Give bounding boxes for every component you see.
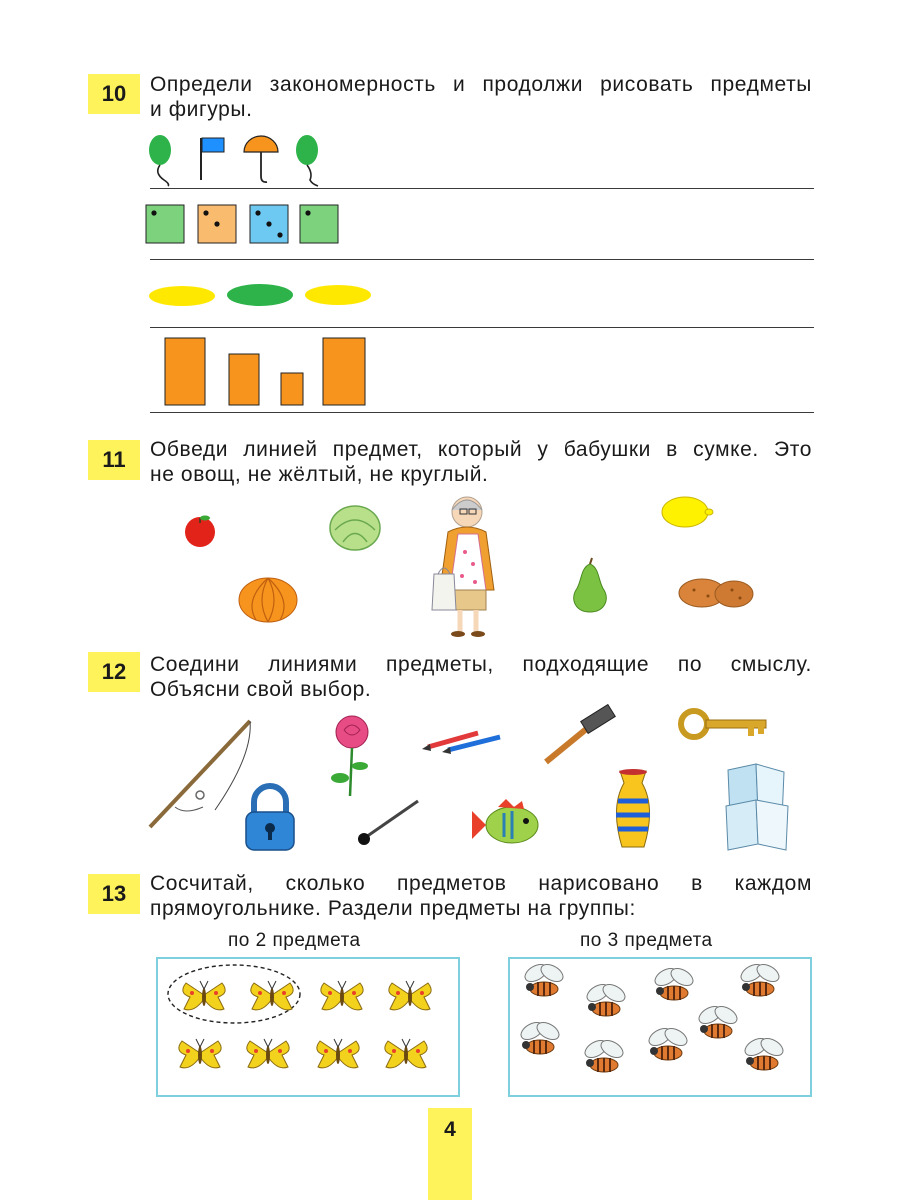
nail-icon	[352, 795, 424, 851]
green-oval	[227, 284, 293, 306]
medium-bar	[229, 354, 259, 405]
dice-one-icon	[300, 205, 338, 243]
bee-icon	[522, 961, 566, 996]
yellow-oval	[305, 285, 371, 305]
task-11-line2: не овощ, не жёлтый, не круглый.	[150, 463, 489, 486]
task-12-line2: Объясни свой выбор.	[150, 678, 372, 701]
task-11-text	[150, 437, 812, 487]
butterfly-icon	[251, 981, 293, 1010]
pear-icon	[566, 558, 614, 614]
task-11-line1: Обведи линией предмет, который у бабушки в сумке. Это	[150, 438, 812, 461]
short-bar	[281, 373, 303, 405]
pattern-row-ovals	[140, 280, 380, 310]
bee-icon	[582, 1037, 626, 1072]
right-group-caption: по 3 предмета	[580, 930, 713, 951]
task-number-13: 13	[88, 874, 140, 914]
vase-icon	[608, 767, 658, 852]
task-10-line2: и фигуры.	[150, 98, 253, 121]
task-12-line1: Соедини линиями предметы, подходящие по смыслу.	[150, 653, 812, 676]
bee-icon	[584, 981, 628, 1016]
balloon-icon	[149, 135, 171, 186]
pumpkin-icon	[236, 570, 300, 625]
page-number: 4	[428, 1108, 472, 1200]
answer-line	[150, 259, 814, 260]
dice-two-icon	[198, 205, 236, 243]
butterfly-icon	[389, 981, 431, 1010]
bees-group	[508, 957, 812, 1097]
task-10-text	[150, 72, 812, 122]
fish-icon	[470, 795, 545, 853]
umbrella-icon	[244, 136, 278, 182]
tall-bar	[323, 338, 365, 405]
bee-icon	[646, 1025, 690, 1060]
book-icon	[722, 760, 794, 852]
flag-icon	[201, 138, 224, 180]
apple-icon	[180, 510, 220, 550]
pattern-row-bars	[140, 330, 380, 410]
task-13-text	[150, 871, 812, 921]
answer-line	[150, 412, 814, 413]
cabbage-icon	[325, 500, 385, 555]
bee-icon	[738, 961, 782, 996]
butterfly-icon	[385, 1039, 427, 1068]
answer-line	[150, 327, 814, 328]
bee-icon	[518, 1019, 562, 1054]
bee-icon	[652, 965, 696, 1000]
bee-icon	[742, 1035, 786, 1070]
task-number-10: 10	[88, 74, 140, 114]
dice-one-icon	[146, 205, 184, 243]
task-10-line1: Определи закономерность и продолжи рисовать предметы	[150, 73, 812, 96]
task-13-line1: Сосчитай, сколько предметов нарисовано в каждом	[150, 872, 812, 895]
butterfly-icon	[179, 1039, 221, 1068]
potato-icon	[676, 572, 756, 612]
padlock-icon	[240, 782, 300, 854]
rose-icon	[318, 712, 378, 800]
lemon-icon	[655, 492, 715, 532]
left-group-caption: по 2 предмета	[228, 930, 361, 951]
butterfly-icon	[183, 981, 225, 1010]
key-icon	[678, 705, 774, 743]
answer-line	[150, 188, 814, 189]
butterfly-icon	[321, 981, 363, 1010]
butterfly-icon	[247, 1039, 289, 1068]
bee-icon	[696, 1003, 740, 1038]
pencils-icon	[420, 725, 505, 755]
pattern-row-dice	[140, 200, 350, 248]
task-12-text	[150, 652, 812, 702]
tall-bar	[165, 338, 205, 405]
task-number-12: 12	[88, 652, 140, 692]
task-13-line2: прямоугольнике. Раздели предметы на группы:	[150, 897, 636, 920]
yellow-oval	[149, 286, 215, 306]
balloon-icon	[296, 135, 318, 186]
pattern-row-objects	[140, 128, 340, 188]
dice-three-icon	[250, 205, 288, 243]
hammer-icon	[540, 708, 620, 768]
task-number-11: 11	[88, 440, 140, 480]
butterflies-group	[156, 957, 460, 1097]
butterfly-icon	[317, 1039, 359, 1068]
grandmother-icon	[420, 492, 520, 642]
